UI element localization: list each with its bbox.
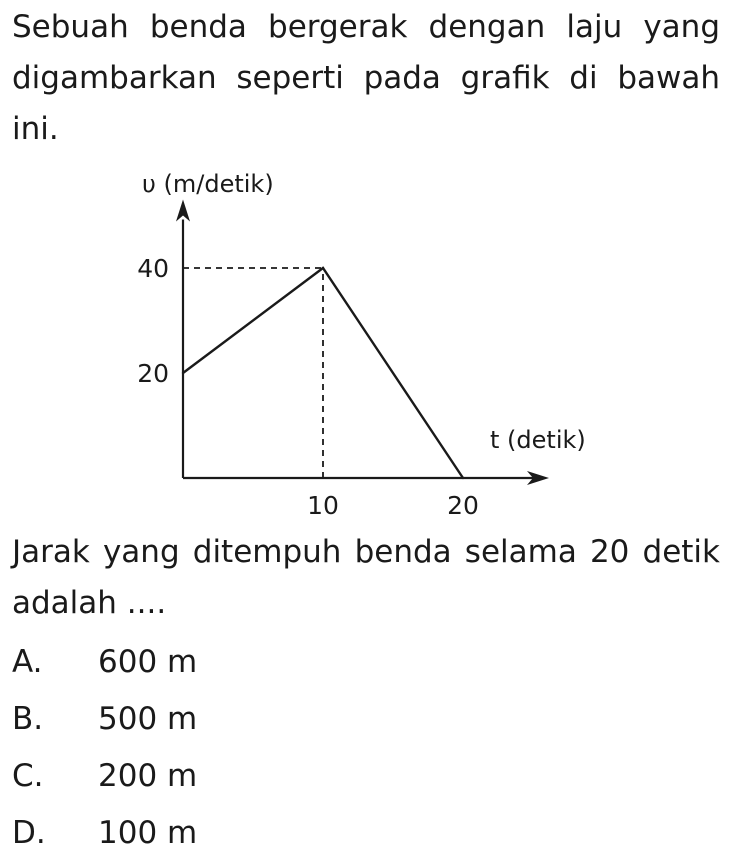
y-tick-label-20: 20 — [137, 359, 169, 388]
data-point-1 — [182, 372, 184, 374]
data-point-3 — [462, 477, 464, 479]
option-a-letter: A. — [12, 644, 43, 680]
question-intro: Sebuah benda bergerak dengan laju yang digambarkan seperti pada grafik di bawah ini. — [12, 9, 720, 147]
option-a[interactable] — [12, 634, 197, 691]
option-c[interactable] — [12, 748, 197, 805]
option-a-text: 600 m — [98, 644, 198, 680]
option-c-letter: C. — [12, 758, 44, 794]
x-axis-label: t (detik) — [490, 426, 586, 454]
question-prompt: Jarak yang ditempuh benda selama 20 detik adalah .... — [12, 534, 720, 621]
option-d-letter: D. — [12, 815, 46, 851]
answer-options — [12, 634, 197, 862]
x-tick-label-20: 20 — [447, 491, 479, 520]
option-d-text: 100 m — [98, 815, 198, 851]
option-b-letter: B. — [12, 701, 44, 737]
option-b-text: 500 m — [98, 701, 198, 737]
reference-lines — [183, 268, 323, 478]
option-c-text: 200 m — [98, 758, 198, 794]
y-axis-arrow-icon — [176, 200, 190, 222]
y-axis-label: υ (m/detik) — [142, 170, 274, 198]
tick-labels — [137, 254, 479, 520]
option-d[interactable] — [12, 805, 197, 862]
data-point-2 — [322, 267, 324, 269]
y-tick-label-40: 40 — [137, 254, 169, 283]
option-b[interactable] — [12, 691, 197, 748]
x-tick-label-10: 10 — [307, 491, 339, 520]
